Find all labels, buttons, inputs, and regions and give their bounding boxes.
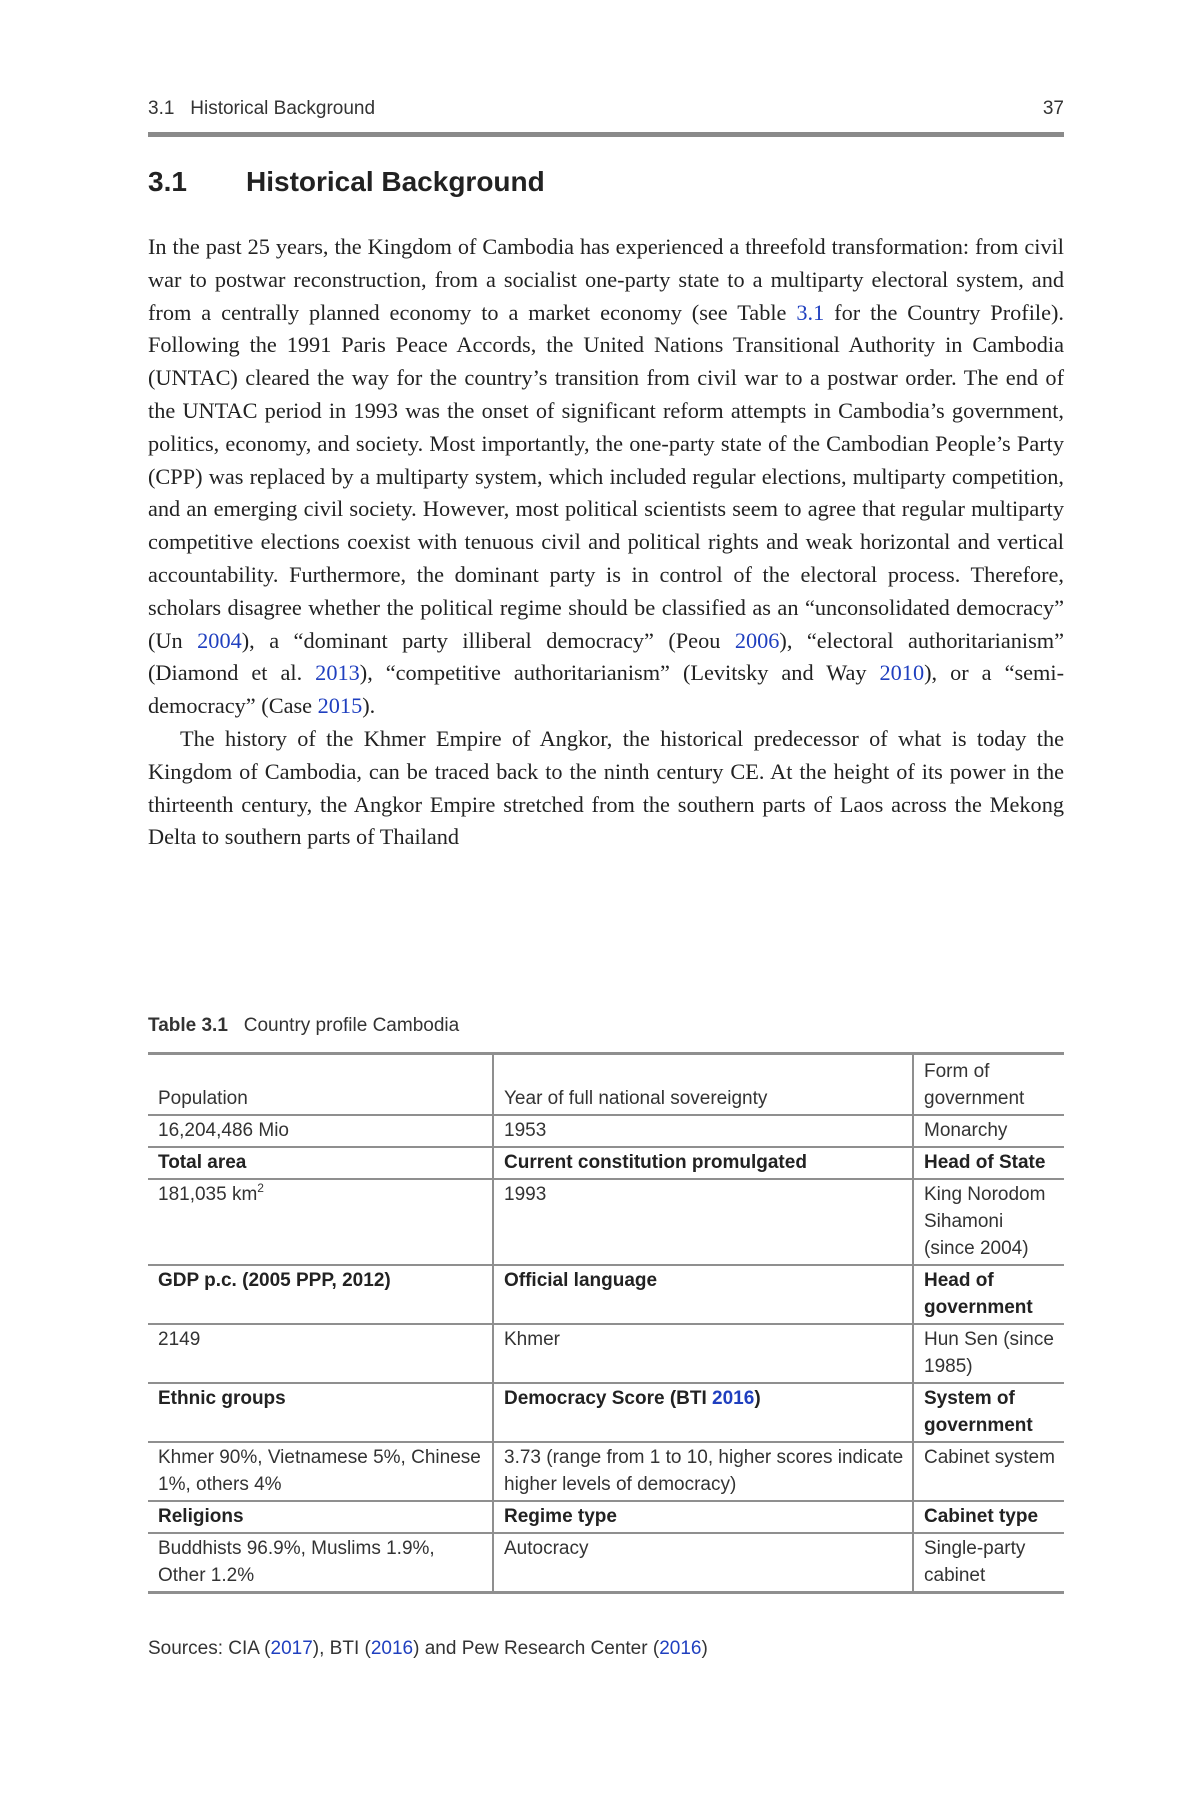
table-row <box>148 1265 1064 1324</box>
table-cell: Cabinet type <box>913 1501 1064 1533</box>
table-cell: Ethnic groups <box>148 1383 493 1442</box>
table-cell: Population <box>148 1054 493 1116</box>
table-cell: GDP p.c. (2005 PPP, 2012) <box>148 1265 493 1324</box>
table-cell: Official language <box>493 1265 913 1324</box>
citation-link[interactable]: 2016 <box>712 1388 755 1409</box>
citation-link[interactable]: 2013 <box>315 660 360 686</box>
table-cell: 1953 <box>493 1115 913 1147</box>
table-caption <box>148 1015 459 1037</box>
section-heading: Historical Background <box>246 166 545 197</box>
superscript: 2 <box>257 1181 264 1195</box>
table-row <box>148 1115 1064 1147</box>
table-cell: Regime type <box>493 1501 913 1533</box>
table-cell: 2149 <box>148 1324 493 1383</box>
table-cell: Autocracy <box>493 1533 913 1593</box>
citation-link[interactable]: 2010 <box>879 660 925 686</box>
page-number: 37 <box>1042 98 1064 119</box>
table-cell: Monarchy <box>913 1115 1064 1147</box>
table-cell: 1993 <box>493 1179 913 1265</box>
table-cell: Khmer 90%, Vietnamese 5%, Chinese 1%, others 4% <box>148 1442 493 1501</box>
table-cell: 181,035 $km^2$ <box>148 1179 493 1265</box>
table-label: Table 3.1 <box>148 1015 228 1036</box>
table-row <box>148 1324 1064 1383</box>
table-cell: King Norodom Sihamoni (since 2004) <box>913 1179 1064 1265</box>
table-row <box>148 1533 1064 1593</box>
citation-link[interactable]: 2016 <box>659 1638 702 1659</box>
table-row <box>148 1383 1064 1442</box>
section-number: 3.1 <box>148 166 187 197</box>
table-cell: Head of State <box>913 1147 1064 1179</box>
citation-link[interactable]: 2006 <box>734 627 780 653</box>
table-cell: Single-party cabinet <box>913 1533 1064 1593</box>
table-cell: Total area <box>148 1147 493 1179</box>
table-cell: 3.73 (range from 1 to 10, higher scores indicate higher levels of democracy) <box>493 1442 913 1501</box>
table-row <box>148 1054 1064 1116</box>
running-head <box>148 98 1064 122</box>
paragraph-2: The history of the Khmer Empire of Angkor, the historical predecessor of what is today the Kingdom of Cambodia, can be traced back to the ninth century CE. At the height of its power in the thirteenth century, the Angkor Empire stretched from the southern parts of Laos across the Mekong Delta to southern parts of Thailand <box>148 725 1064 850</box>
table-cell: Khmer <box>493 1324 913 1383</box>
citation-link[interactable]: 2015 <box>317 693 363 719</box>
table-cell: Buddhists 96.9%, Muslims 1.9%, Other 1.2% <box>148 1533 493 1593</box>
table-sources: Sources: CIA (2017), BTI (2016) and Pew Research Center (2016) <box>148 1638 708 1659</box>
table-cell: Year of full national sovereignty <box>493 1054 913 1116</box>
table-cell: Current constitution promulgated <box>493 1147 913 1179</box>
country-profile-table <box>148 1052 1064 1594</box>
table-cell: 16,204,486 Mio <box>148 1115 493 1147</box>
table-title: Country profile Cambodia <box>243 1015 460 1036</box>
citation-link[interactable]: 2017 <box>270 1638 313 1659</box>
paragraph-1: In the past 25 years, the Kingdom of Cambodia has experienced a threefold transformation: from civil war to postwar reconstruction, from a socialist one-party state to a multiparty electoral system, and from a centrally planned economy to a market economy (see Table 3.1 for the Country Profile). Following the 1991 Paris Peace Accords, the United Nations Transitional Authority in Cambodia (UNTAC) cleared the way for the country’s transition from civil war to a postwar order. The end of the UNTAC period in 1993 was the onset of significant reform attempts in Cambodia’s government, politics, economy, and society. Most importantly, the one-party state of the Cambodian People’s Party (CPP) was replaced by a multiparty system, which included regular elections, multiparty competition, and an emerging civil society. However, most political scientists seem to agree that regular multiparty competitive elections coexist with tenuous civil and political rights and weak horizontal and vertical accountability. Furthermore, the dominant party is in control of the electoral process. Therefore, scholars disagree whether the political regime should be classified as an “unconsolidated democracy” (Un 2004), a “dominant party illiberal democracy” (Peou 2006), “electoral authoritarianism” (Diamond et al. 2013), “competitive authoritarianism” (Levitsky and Way 2010), or a “semi-democracy” (Case 2015). <box>148 234 1065 719</box>
citation-link[interactable]: 2016 <box>370 1638 414 1659</box>
table-cell: Cabinet system <box>913 1442 1064 1501</box>
section-title <box>148 166 545 198</box>
body-text <box>148 231 1064 854</box>
table-link[interactable]: 3.1 <box>796 299 825 325</box>
header-rule <box>148 132 1064 137</box>
table-row <box>148 1501 1064 1533</box>
table-row <box>148 1147 1064 1179</box>
running-head-section: 3.1 Historical Background <box>148 98 376 119</box>
table-cell: System of government <box>913 1383 1064 1442</box>
citation-link[interactable]: 2004 <box>197 627 242 653</box>
table-cell: Hun Sen (since 1985) <box>913 1324 1064 1383</box>
table-cell: Head of government <box>913 1265 1064 1324</box>
table-cell: Democracy Score (BTI 2016) <box>493 1383 913 1442</box>
table-row <box>148 1179 1064 1265</box>
table-cell: Religions <box>148 1501 493 1533</box>
table-row <box>148 1442 1064 1501</box>
table-cell: Form of government <box>913 1054 1064 1116</box>
